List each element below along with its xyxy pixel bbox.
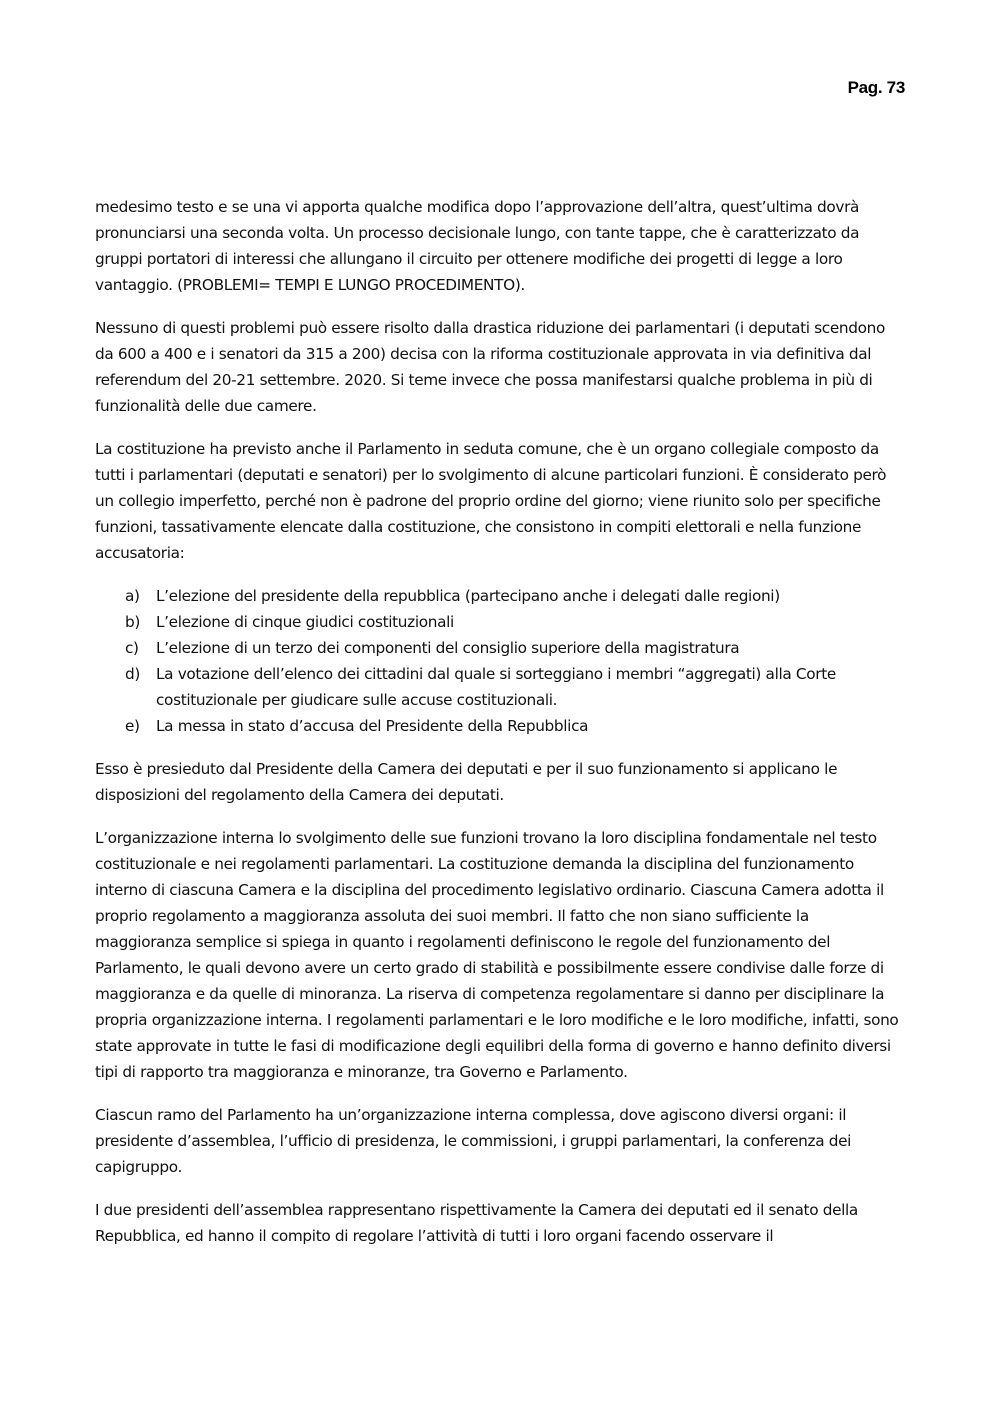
list-item bbox=[95, 609, 905, 635]
functions-list bbox=[95, 583, 905, 739]
paragraph: I due presidenti dell’assemblea rappresentano rispettivamente la Camera dei deputati ed il senato della Repubblica, ed hanno il compito di regolare l’attività di tutti i loro organi facendo osservare il bbox=[95, 1201, 858, 1245]
paragraph: Nessuno di questi problemi può essere risolto dalla drastica riduzione dei parlamentari (i deputati scendono da 600 a 400 e i senatori da 315 a 200) decisa con la riforma costituzionale approvata in via definitiva dal referendum del 20-21 settembre. 2020. Si teme invece che possa manifestarsi qualche problema in più di funzionalità delle due camere. bbox=[95, 319, 885, 415]
list-item-text: L’elezione di un terzo dei componenti del consiglio superiore della magistratura bbox=[156, 639, 740, 657]
list-item-text: L’elezione del presidente della repubblica (partecipano anche i delegati dalle regioni) bbox=[156, 587, 780, 605]
list-marker: b) bbox=[125, 613, 140, 631]
document-body bbox=[95, 194, 905, 1266]
paragraph: Esso è presieduto dal Presidente della Camera dei deputati e per il suo funzionamento si applicano le disposizioni del regolamento della Camera dei deputati. bbox=[95, 760, 838, 804]
list-item-text: L’elezione di cinque giudici costituzionali bbox=[156, 613, 454, 631]
list-item bbox=[95, 583, 905, 609]
list-marker: c) bbox=[125, 639, 139, 657]
paragraph: medesimo testo e se una vi apporta qualche modifica dopo l’approvazione dell’altra, quest’ultima dovrà pronunciarsi una seconda volta. Un processo decisionale lungo, con tante tappe, che è caratterizzato da gruppi portatori di interessi che allungano il circuito per ottenere modifiche dei progetti di legge a loro vantaggio. (PROBLEMI= TEMPI E LUNGO PROCEDIMENTO). bbox=[95, 198, 860, 294]
list-marker: d) bbox=[125, 665, 140, 683]
list-item bbox=[95, 661, 905, 713]
list-item-text: La messa in stato d’accusa del Presidente della Repubblica bbox=[156, 717, 589, 735]
paragraph: La costituzione ha previsto anche il Parlamento in seduta comune, che è un organo collegiale composto da tutti i parlamentari (deputati e senatori) per lo svolgimento di alcune particolari funzioni. È considerato però un collegio imperfetto, perché non è padrone del proprio ordine del giorno; viene riunito solo per specifiche funzioni, tassativamente elencate dalla costituzione, che consistono in compiti elettorali e nella funzione accusatoria: bbox=[95, 440, 887, 562]
page-number: Pag. 73 bbox=[847, 78, 905, 97]
list-item-text: La votazione dell’elenco dei cittadini dal quale si sorteggiano i membri “aggregati) alla Corte costituzionale per giudicare sulle accuse costituzionali. bbox=[156, 665, 836, 709]
paragraph: L’organizzazione interna lo svolgimento delle sue funzioni trovano la loro disciplina fondamentale nel testo costituzionale e nei regolamenti parlamentari. La costituzione demanda la disciplina del funzionamento interno di ciascuna Camera e la disciplina del procedimento legislativo ordinario. Ciascuna Camera adotta il proprio regolamento a maggioranza assoluta dei suoi membri. Il fatto che non siano sufficiente la maggioranza semplice si spiega in quanto i regolamenti definiscono le regole del funzionamento del Parlamento, le quali devono avere un certo grado di stabilità e possibilmente essere condivise dalle forze di maggioranza e da quelle di minoranza. La riserva di competenza regolamentare si danno per disciplinare la propria organizzazione interna. I regolamenti parlamentari e le loro modifiche e le loro modifiche, infatti, sono state approvate in tutte le fasi di modificazione degli equilibri della forma di governo e hanno definito diversi tipi di rapporto tra maggioranza e minoranze, tra Governo e Parlamento. bbox=[95, 829, 899, 1081]
list-marker: a) bbox=[125, 587, 140, 605]
list-marker: e) bbox=[125, 717, 140, 735]
list-item bbox=[95, 635, 905, 661]
paragraph: Ciascun ramo del Parlamento ha un’organizzazione interna complessa, dove agiscono diversi organi: il presidente d’assemblea, l’ufficio di presidenza, le commissioni, i gruppi parlamentari, la conferenza dei capigruppo. bbox=[95, 1106, 852, 1176]
list-item bbox=[95, 713, 905, 739]
